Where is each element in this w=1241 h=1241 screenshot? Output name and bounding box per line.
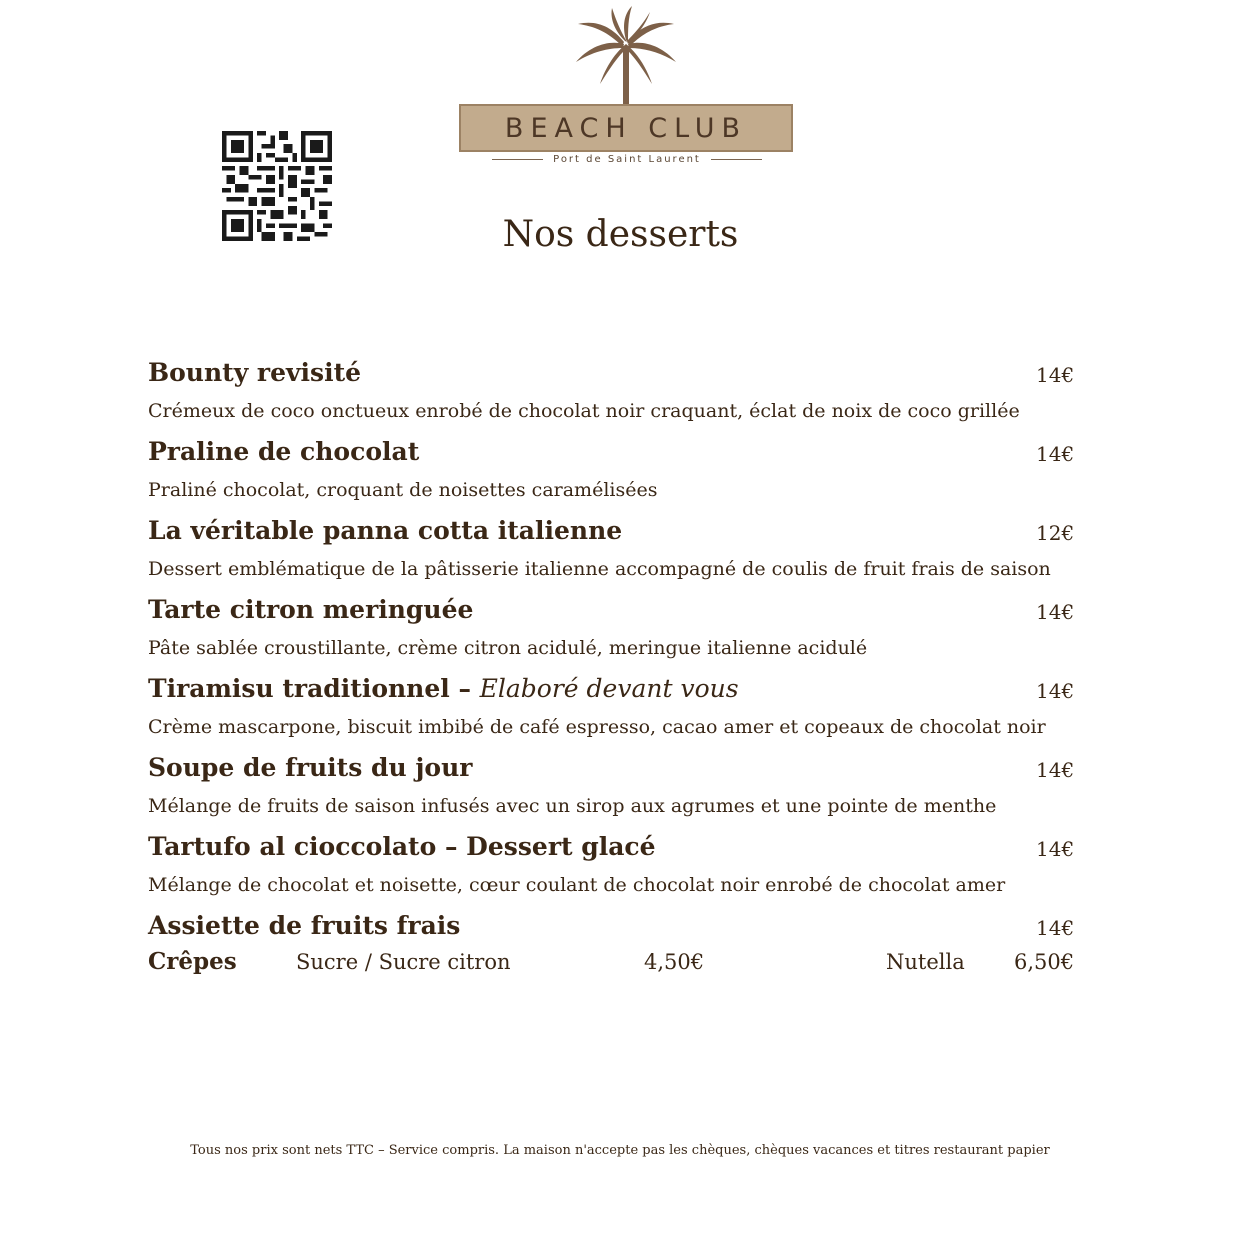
item-description: Mélange de chocolat et noisette, cœur coulant de chocolat noir enrobé de chocolat amer	[148, 874, 1006, 896]
menu-item	[148, 826, 1088, 905]
crepes-price-nutella: 6,50€	[1014, 950, 1075, 974]
menu-item	[148, 589, 1088, 668]
palm-tree-icon	[566, 4, 686, 104]
item-price: 14€	[1036, 363, 1075, 387]
item-price: 14€	[1036, 837, 1075, 861]
crepes-option-nutella: Nutella	[886, 950, 965, 974]
footer-note: Tous nos prix sont nets TTC – Service compris. La maison n'accepte pas les chèques, chèques vacances et titres restaurant papier	[190, 1143, 1050, 1158]
item-name: Assiette de fruits frais	[148, 911, 461, 940]
item-description: Praliné chocolat, croquant de noisettes caramélisées	[148, 479, 658, 501]
logo-tagline	[492, 154, 762, 165]
menu-item	[148, 747, 1088, 826]
divider	[711, 159, 762, 160]
item-price: 12€	[1036, 521, 1075, 545]
item-name: La véritable panna cotta italienne	[148, 516, 623, 545]
item-price: 14€	[1036, 600, 1075, 624]
beach-club-logo	[456, 4, 798, 176]
item-name: Praline de chocolat	[148, 437, 420, 466]
crepes-option-sugar: Sucre / Sucre citron	[296, 950, 511, 974]
dessert-menu	[148, 352, 1088, 984]
item-name: Bounty revisité	[148, 358, 362, 387]
item-price: 14€	[1036, 916, 1075, 940]
crepes-price-sugar: 4,50€	[644, 950, 705, 974]
menu-item	[148, 905, 1088, 944]
menu-item	[148, 352, 1088, 431]
item-price: 14€	[1036, 679, 1075, 703]
item-name	[148, 674, 739, 703]
item-name-text: Tiramisu traditionnel –	[148, 674, 480, 703]
item-description: Mélange de fruits de saison infusés avec un sirop aux agrumes et une pointe de menthe	[148, 795, 997, 817]
item-description: Pâte sablée croustillante, crème citron acidulé, meringue italienne acidulé	[148, 637, 868, 659]
menu-item	[148, 510, 1088, 589]
item-description: Dessert emblématique de la pâtisserie italienne accompagné de coulis de fruit frais de saison	[148, 558, 1051, 580]
brand-name: BEACH CLUB	[504, 112, 748, 144]
item-description: Crémeux de coco onctueux enrobé de chocolat noir craquant, éclat de noix de coco grillée	[148, 400, 1020, 422]
item-price: 14€	[1036, 758, 1075, 782]
menu-item	[148, 668, 1088, 747]
page-title: Nos desserts	[502, 214, 739, 255]
crepes-name: Crêpes	[148, 948, 237, 975]
item-name: Soupe de fruits du jour	[148, 753, 473, 782]
item-description: Crème mascarpone, biscuit imbibé de café espresso, cacao amer et copeaux de chocolat noir	[148, 716, 1046, 738]
item-subtitle: Elaboré devant vous	[479, 674, 739, 703]
item-name: Tartufo al cioccolato – Dessert glacé	[148, 832, 656, 861]
logo-box	[459, 104, 793, 152]
item-price: 14€	[1036, 442, 1075, 466]
divider	[492, 159, 543, 160]
brand-tagline: Port de Saint Laurent	[553, 154, 701, 165]
crepes-row	[148, 944, 1088, 984]
menu-item	[148, 431, 1088, 510]
item-name: Tarte citron meringuée	[148, 595, 474, 624]
